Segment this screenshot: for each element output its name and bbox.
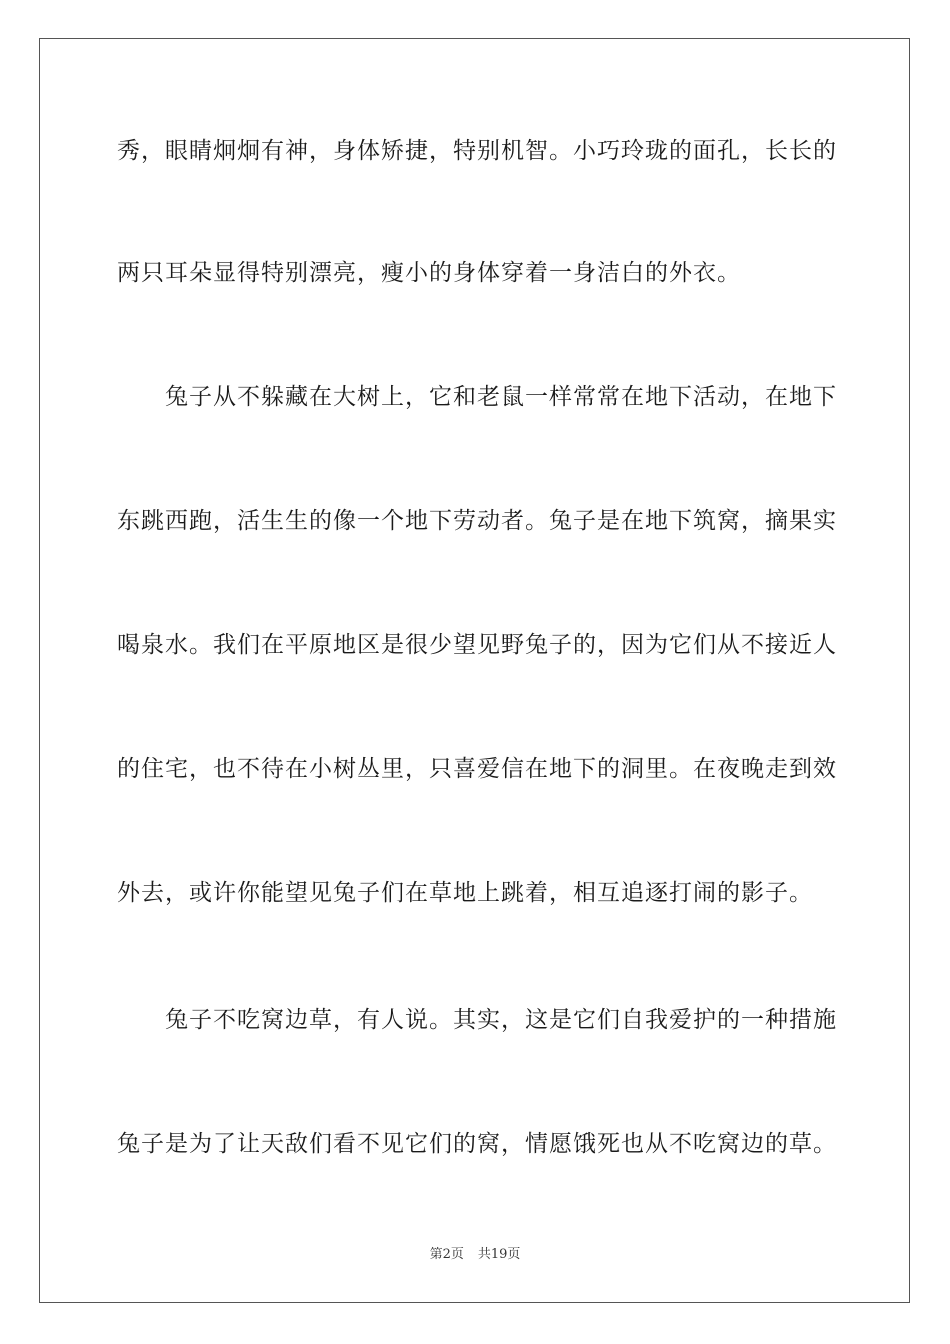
text-line-3: 兔子从不躲藏在大树上，它和老鼠一样常常在地下活动，在地下 <box>117 384 837 410</box>
page-number: 第2页 <box>429 1247 464 1262</box>
page-border <box>39 38 910 1303</box>
text-line-2: 两只耳朵显得特别漂亮，瘦小的身体穿着一身洁白的外衣。 <box>117 260 741 286</box>
text-line-4: 东跳西跑，活生生的像一个地下劳动者。兔子是在地下筑窝，摘果实 <box>117 508 837 534</box>
page-footer <box>0 1246 950 1264</box>
text-line-1: 秀，眼睛炯炯有神，身体矫捷，特别机智。小巧玲珑的面孔，长长的 <box>117 138 837 164</box>
text-line-7: 外去，或许你能望见兔子们在草地上跳着，相互追逐打闹的影子。 <box>117 880 813 906</box>
text-line-8: 兔子不吃窝边草，有人说。其实，这是它们自我爱护的一种措施 <box>117 1007 837 1033</box>
page-total: 共19页 <box>477 1247 521 1262</box>
text-line-9: 兔子是为了让天敌们看不见它们的窝，情愿饿死也从不吃窝边的草。 <box>117 1131 837 1157</box>
text-line-5: 喝泉水。我们在平原地区是很少望见野兔子的，因为它们从不接近人 <box>117 632 837 658</box>
text-line-6: 的住宅，也不待在小树丛里，只喜爱信在地下的洞里。在夜晚走到效 <box>117 756 837 782</box>
